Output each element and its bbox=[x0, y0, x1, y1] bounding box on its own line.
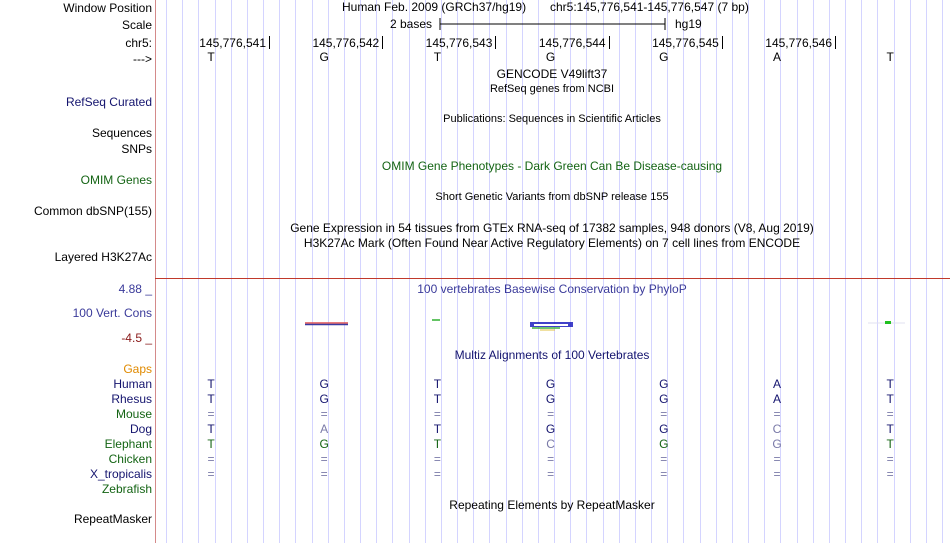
publications-title[interactable]: Publications: Sequences in Scientific Articles bbox=[443, 113, 661, 125]
position-readout: chr5:145,776,541-145,776,547 (7 bp) bbox=[550, 0, 749, 14]
species-label-dog[interactable]: Dog bbox=[129, 422, 152, 436]
aligned-base: T bbox=[886, 377, 894, 391]
dbsnp-title[interactable]: Short Genetic Variants from dbSNP release 155 bbox=[435, 191, 669, 203]
reference-base: A bbox=[772, 50, 781, 64]
aligned-base: = bbox=[886, 407, 894, 421]
species-label-x_tropicalis[interactable]: X_tropicalis bbox=[89, 467, 152, 481]
coord-label: 145,776,543 bbox=[425, 36, 493, 50]
aligned-base: T bbox=[886, 392, 894, 406]
h3k27ac-title[interactable]: H3K27Ac Mark (Often Found Near Active Regulatory Elements) on 7 cell lines from ENCODE bbox=[303, 236, 801, 250]
aligned-base: = bbox=[547, 452, 555, 466]
refseq-subtitle: RefSeq genes from NCBI bbox=[489, 83, 615, 95]
aligned-base: T bbox=[433, 437, 442, 451]
aligned-base: A bbox=[320, 422, 329, 436]
multiz-title[interactable]: Multiz Alignments of 100 Vertebrates bbox=[454, 348, 650, 362]
aligned-base: T bbox=[886, 422, 894, 436]
cons-bar-7 bbox=[868, 321, 905, 324]
reference-base: T bbox=[433, 50, 442, 64]
aligned-base: = bbox=[773, 407, 781, 421]
aligned-base: T bbox=[207, 377, 215, 391]
omim-title[interactable]: OMIM Gene Phenotypes - Dark Green Can Be Disease-causing bbox=[381, 159, 723, 173]
aligned-base: = bbox=[660, 407, 668, 421]
aligned-base: = bbox=[207, 467, 215, 481]
strand-label[interactable]: ---> bbox=[133, 52, 152, 66]
chrom-label: chr5: bbox=[125, 36, 152, 50]
aligned-base: = bbox=[886, 467, 894, 481]
aligned-base: G bbox=[319, 437, 329, 451]
gencode-title[interactable]: GENCODE V49lift37 bbox=[496, 67, 608, 81]
aligned-base: = bbox=[547, 407, 555, 421]
snps-label[interactable]: SNPs bbox=[121, 142, 152, 156]
aligned-base: T bbox=[433, 377, 442, 391]
aligned-base: = bbox=[660, 452, 668, 466]
aligned-base: G bbox=[545, 377, 556, 391]
aligned-base: G bbox=[319, 392, 329, 406]
repeatmasker-title[interactable]: Repeating Elements by RepeatMasker bbox=[449, 498, 655, 512]
scale-label: Scale bbox=[121, 18, 152, 32]
aligned-base: = bbox=[433, 452, 441, 466]
cons-bar-4 bbox=[530, 322, 573, 330]
common-dbsnp-label[interactable]: Common dbSNP(155) bbox=[33, 204, 152, 218]
aligned-base: G bbox=[772, 437, 782, 451]
vert-cons-label[interactable]: 100 Vert. Cons bbox=[72, 306, 152, 320]
species-label-zebrafish[interactable]: Zebrafish bbox=[101, 482, 152, 496]
aligned-base: = bbox=[886, 452, 894, 466]
phylop-max-label: 4.88 _ bbox=[118, 282, 152, 296]
aligned-base: T bbox=[433, 422, 442, 436]
layered-h3k27ac-label[interactable]: Layered H3K27Ac bbox=[54, 250, 152, 264]
omim-genes-label[interactable]: OMIM Genes bbox=[80, 173, 152, 187]
aligned-base: G bbox=[319, 377, 329, 391]
reference-base: G bbox=[545, 50, 556, 64]
gtex-title[interactable]: Gene Expression in 54 tissues from GTEx RNA-seq of 17382 samples, 948 donors (V8, Aug 2019) bbox=[290, 221, 814, 235]
coord-label: 145,776,542 bbox=[312, 36, 380, 50]
coord-label: 145,776,546 bbox=[765, 36, 832, 50]
species-label-chicken[interactable]: Chicken bbox=[108, 452, 152, 466]
gaps-label[interactable]: Gaps bbox=[123, 362, 152, 376]
aligned-base: = bbox=[320, 467, 328, 481]
aligned-base: T bbox=[886, 437, 894, 451]
scale-assembly: hg19 bbox=[675, 17, 702, 31]
reference-base: T bbox=[886, 50, 894, 64]
phylop-min-label: -4.5 _ bbox=[121, 331, 152, 345]
refseq-curated-label[interactable]: RefSeq Curated bbox=[65, 95, 152, 109]
aligned-base: T bbox=[433, 392, 442, 406]
window-position-label: Window Position bbox=[63, 1, 152, 15]
assembly-title: Human Feb. 2009 (GRCh37/hg19) bbox=[342, 0, 527, 14]
aligned-base: = bbox=[320, 407, 328, 421]
aligned-base: G bbox=[659, 437, 669, 451]
aligned-base: G bbox=[659, 422, 669, 436]
phylop-title[interactable]: 100 vertebrates Basewise Conservation by PhyloP bbox=[417, 282, 687, 296]
coord-label: 145,776,541 bbox=[199, 36, 266, 50]
aligned-base: G bbox=[545, 392, 556, 406]
coord-label: 145,776,545 bbox=[652, 36, 719, 50]
aligned-base: G bbox=[659, 392, 669, 406]
species-label-mouse[interactable]: Mouse bbox=[115, 407, 152, 421]
aligned-base: T bbox=[207, 422, 215, 436]
aligned-base: = bbox=[433, 467, 441, 481]
aligned-base: = bbox=[207, 407, 215, 421]
aligned-base: G bbox=[545, 422, 556, 436]
aligned-base: T bbox=[207, 392, 215, 406]
aligned-base: = bbox=[660, 467, 668, 481]
species-label-human[interactable]: Human bbox=[113, 377, 152, 391]
aligned-base: = bbox=[547, 467, 555, 481]
reference-base: T bbox=[207, 50, 215, 64]
aligned-base: T bbox=[207, 437, 215, 451]
aligned-base: A bbox=[772, 392, 781, 406]
aligned-base: C bbox=[546, 437, 555, 451]
aligned-base: = bbox=[207, 452, 215, 466]
sequences-label[interactable]: Sequences bbox=[91, 126, 152, 140]
species-label-elephant[interactable]: Elephant bbox=[104, 437, 152, 451]
reference-base: G bbox=[659, 50, 669, 64]
aligned-base: = bbox=[773, 467, 781, 481]
scale-text: 2 bases bbox=[390, 17, 433, 31]
reference-base: G bbox=[319, 50, 329, 64]
coord-label: 145,776,544 bbox=[538, 36, 606, 50]
repeatmasker-label[interactable]: RepeatMasker bbox=[73, 512, 152, 526]
species-label-rhesus[interactable]: Rhesus bbox=[111, 392, 152, 406]
aligned-base: C bbox=[772, 422, 782, 436]
aligned-base: = bbox=[320, 452, 328, 466]
cons-bar-2 bbox=[305, 323, 348, 325]
aligned-base: = bbox=[773, 452, 781, 466]
aligned-base: G bbox=[659, 377, 669, 391]
aligned-base: A bbox=[772, 377, 781, 391]
aligned-base: = bbox=[433, 407, 441, 421]
